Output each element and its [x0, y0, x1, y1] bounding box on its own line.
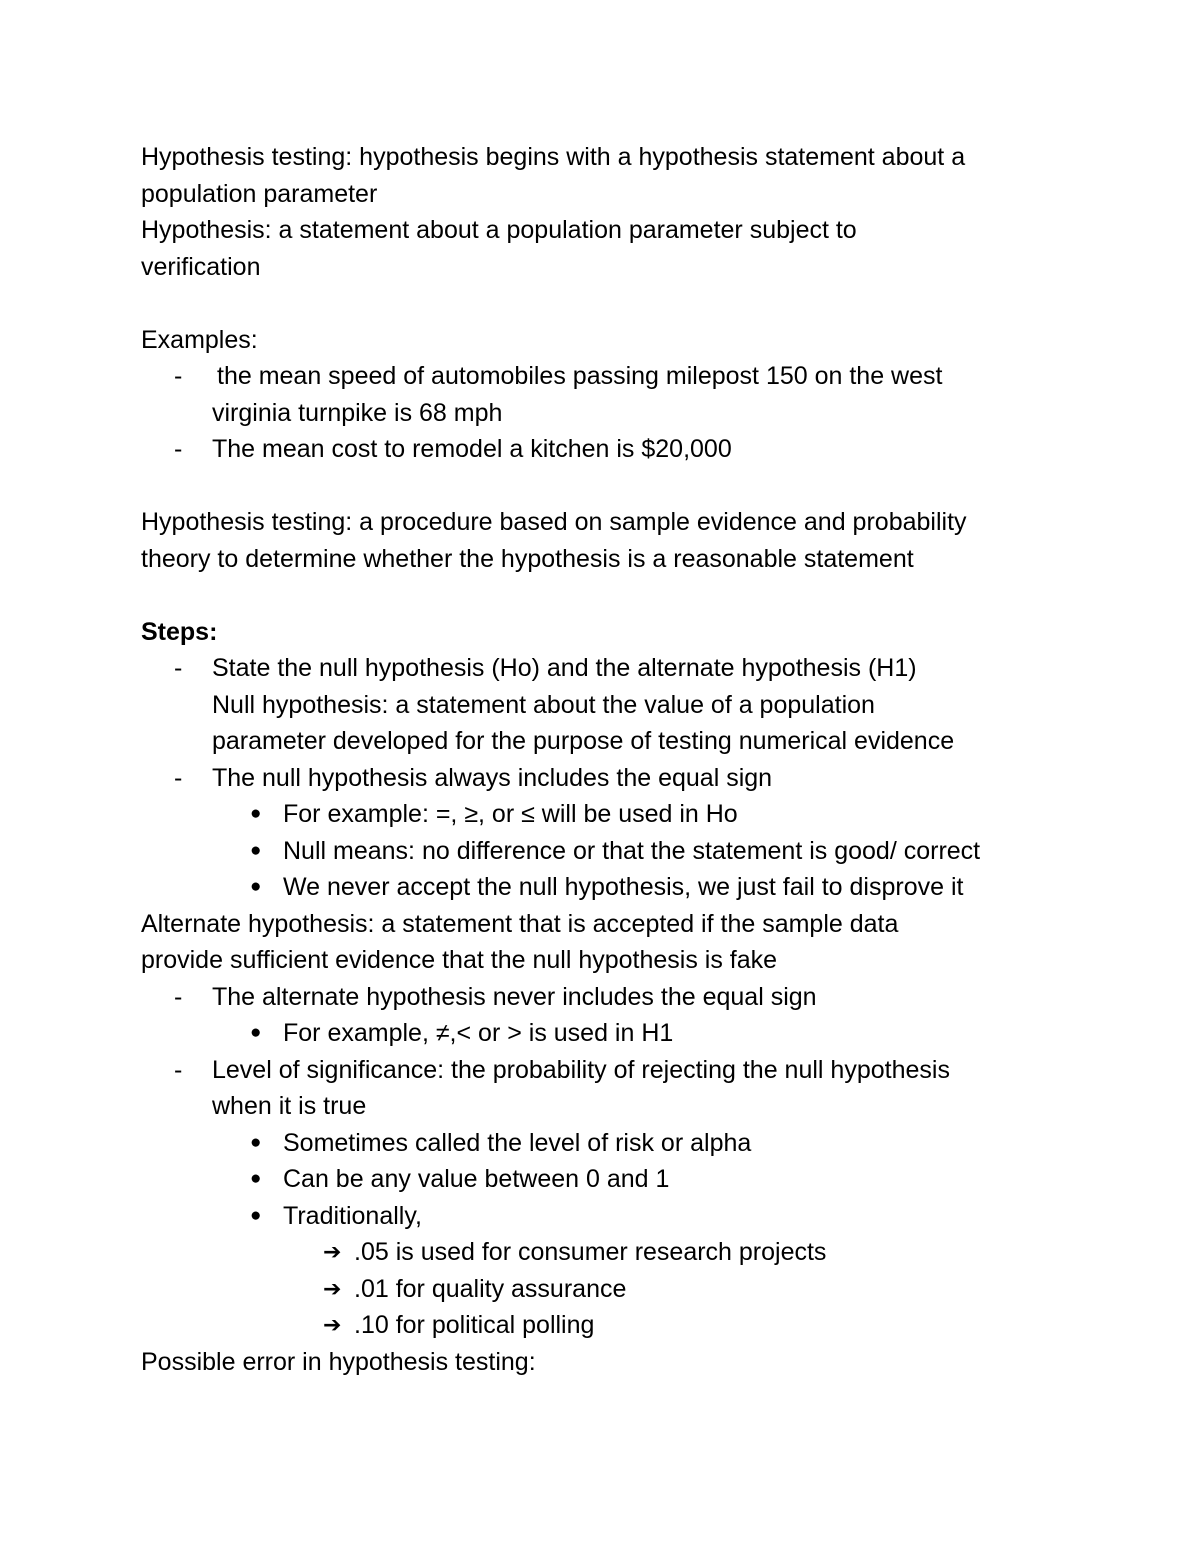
bullet-item	[141, 869, 1061, 906]
bullet-item	[141, 1125, 1061, 1162]
step-1-line-3: parameter developed for the purpose of testing numerical evidence	[212, 727, 955, 755]
bullet-marker: ●	[250, 1168, 262, 1189]
bullet-marker: ●	[250, 1131, 262, 1153]
arrow-icon: ➔	[323, 1275, 342, 1301]
step-item	[141, 760, 1061, 797]
traditional-value-1: .05 is used for consumer research projects	[354, 1238, 827, 1266]
alt-def-line-1: Alternate hypothesis: a statement that is accepted if the sample data	[141, 909, 899, 938]
arrow-item	[141, 1307, 1061, 1344]
dash-marker: -	[174, 1055, 183, 1084]
bullet-marker: ●	[250, 1022, 262, 1043]
step-4-bullet-2: Can be any value between 0 and 1	[283, 1165, 670, 1193]
dash-marker: -	[174, 982, 183, 1011]
step-item	[141, 650, 1061, 760]
arrow-icon: ➔	[323, 1312, 342, 1337]
dash-marker: -	[174, 763, 183, 792]
spacer	[141, 577, 1061, 614]
intro-line-2: population parameter	[141, 179, 378, 208]
step-3-bullet-1: For example, ≠,< or > is used in H1	[283, 1019, 674, 1047]
examples-heading: Examples:	[141, 325, 258, 354]
step-item	[141, 979, 1061, 1016]
traditional-value-3: .10 for political polling	[354, 1311, 595, 1339]
bullet-item	[141, 1161, 1061, 1198]
step-3-text: The alternate hypothesis never includes the equal sign	[212, 982, 817, 1011]
closing-line: Possible error in hypothesis testing:	[141, 1347, 536, 1376]
example-item	[141, 358, 1061, 431]
arrow-icon: ➔	[323, 1239, 342, 1264]
bullet-marker: ●	[250, 839, 262, 861]
bullet-item	[141, 1198, 1061, 1235]
step-2-text: The null hypothesis always includes the equal sign	[212, 763, 773, 792]
dash-marker: -	[174, 435, 183, 463]
testing-def-line-1: Hypothesis testing: a procedure based on sample evidence and probability	[141, 508, 967, 536]
bullet-item	[141, 833, 1061, 870]
intro-line-3: Hypothesis: a statement about a population parameter subject to	[141, 216, 857, 244]
step-item	[141, 1052, 1061, 1125]
dash-marker: -	[174, 362, 183, 390]
spacer	[141, 285, 1061, 322]
example-1-line-2: virginia turnpike is 68 mph	[212, 398, 503, 427]
arrow-item	[141, 1234, 1061, 1271]
bullet-item	[141, 1015, 1061, 1052]
spacer	[141, 468, 1061, 505]
traditional-value-2: .01 for quality assurance	[354, 1274, 627, 1303]
bullet-marker: ●	[250, 876, 262, 897]
testing-def-line-2: theory to determine whether the hypothesis is a reasonable statement	[141, 544, 914, 573]
step-2-bullet-1: For example: =, ≥, or ≤ will be used in Ho	[283, 800, 738, 828]
bullet-marker: ●	[250, 1204, 262, 1226]
step-1-line-1: State the null hypothesis (Ho) and the alternate hypothesis (H1)	[212, 654, 917, 682]
step-1-line-2: Null hypothesis: a statement about the value of a population	[212, 690, 875, 719]
step-2-bullet-3: We never accept the null hypothesis, we just fail to disprove it	[283, 873, 964, 901]
step-2-bullet-2: Null means: no difference or that the statement is good/ correct	[283, 836, 981, 865]
step-4-bullet-1: Sometimes called the level of risk or alpha	[283, 1128, 752, 1157]
step-4-bullet-3: Traditionally,	[283, 1201, 422, 1230]
intro-line-1: Hypothesis testing: hypothesis begins with a hypothesis statement about a	[141, 143, 966, 171]
bullet-marker: ●	[250, 803, 262, 824]
arrow-item	[141, 1271, 1061, 1308]
intro-line-4: verification	[141, 252, 261, 281]
dash-marker: -	[174, 654, 183, 682]
example-1-line-1: the mean speed of automobiles passing milepost 150 on the west	[217, 362, 943, 390]
example-2-line-1: The mean cost to remodel a kitchen is $20,000	[212, 435, 732, 463]
bullet-item	[141, 796, 1061, 833]
step-4-line-2: when it is true	[212, 1092, 367, 1120]
steps-heading: Steps:	[141, 617, 218, 646]
example-item	[141, 431, 1061, 468]
document-page	[141, 139, 1061, 1380]
step-4-line-1: Level of significance: the probability of rejecting the null hypothesis	[212, 1055, 950, 1084]
alt-def-line-2: provide sufficient evidence that the null hypothesis is fake	[141, 946, 778, 974]
